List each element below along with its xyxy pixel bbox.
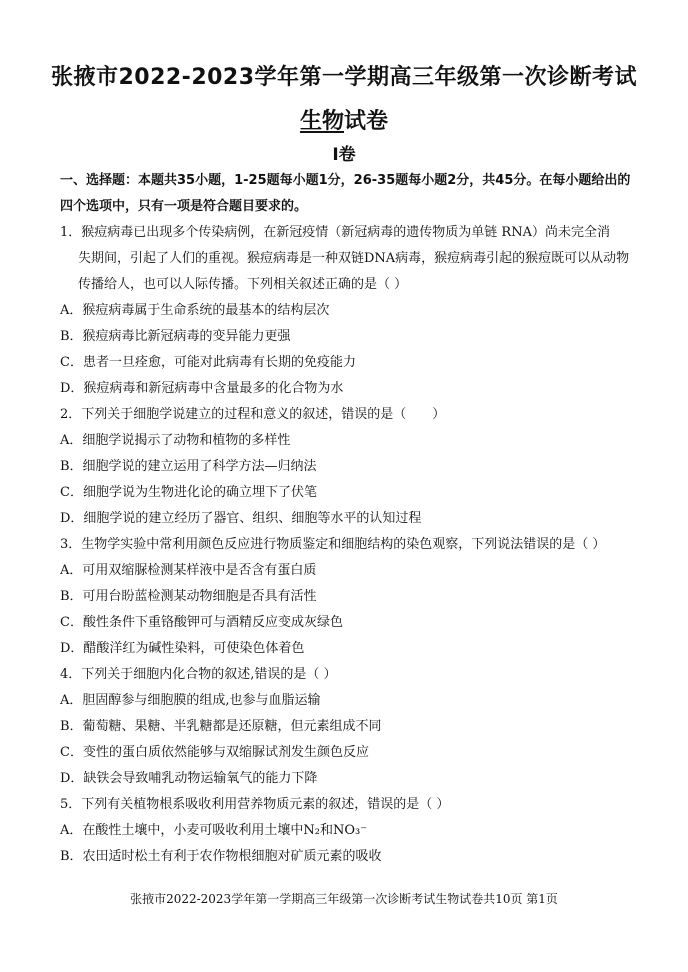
exam-title: 张掖市2022-2023学年第一学期高三年级第一次诊断考试 [50, 65, 638, 90]
question-stem: 4．下列关于细胞内化合物的叙述,错误的是（ ） [60, 667, 337, 682]
option-a: A．细胞学说揭示了动物和植物的多样性 [60, 433, 291, 448]
question-stem: 2．下列关于细胞学说建立的过程和意义的叙述，错误的是（ ） [60, 407, 446, 422]
option-d: D．细胞学说的建立经历了器官、组织、细胞等水平的认知过程 [60, 511, 422, 526]
page-footer: 张掖市2022-2023学年第一学期高三年级第一次诊断考试生物试卷共10页 第1页 [130, 892, 558, 906]
option-b: B．猴痘病毒比新冠病毒的变异能力更强 [60, 329, 291, 344]
option-d: D．猴痘病毒和新冠病毒中含量最多的化合物为水 [60, 381, 344, 396]
option-a: A．在酸性土壤中，小麦可吸收利用土壤中N₂和NO₃⁻ [60, 823, 368, 838]
questions-list [60, 220, 632, 870]
option-b: B．农田适时松土有利于农作物根细胞对矿质元素的吸收 [60, 849, 382, 864]
question-stem [60, 220, 632, 298]
subject-name: 生物 [299, 109, 344, 134]
option-a: A．可用双缩脲检测某样液中是否含有蛋白质 [60, 563, 317, 578]
option-b: B．可用台盼蓝检测某动物细胞是否具有活性 [60, 589, 317, 604]
option-c: C．细胞学说为生物进化论的确立埋下了伏笔 [60, 485, 317, 500]
option-c: C．患者一旦痊愈，可能对此病毒有长期的免疫能力 [60, 355, 356, 370]
option-c: C．酸性条件下重铬酸钾可与酒精反应变成灰绿色 [60, 615, 343, 630]
question-5 [60, 792, 632, 870]
option-c: C．变性的蛋白质依然能够与双缩脲试剂发生颜色反应 [60, 745, 369, 760]
option-b: B．细胞学说的建立运用了科学方法—归纳法 [60, 459, 317, 474]
option-d: D．缺铁会导致哺乳动物运输氧气的能力下降 [60, 771, 318, 786]
question-stem: 5．下列有关植物根系吸收利用营养物质元素的叙述，错误的是（ ） [60, 797, 450, 812]
question-1 [60, 220, 632, 402]
section-instructions: 一、选择题：本题共35小题，1-25题每小题1分，26-35题每小题2分，共45分。在每小题给出的四个选项中，只有一项是符合题目要求的。 [60, 173, 631, 214]
exam-subtitle [0, 104, 688, 135]
option-a: A．猴痘病毒属于生命系统的最基本的结构层次 [60, 303, 330, 318]
question-4 [60, 662, 632, 792]
question-stem-line1: 1．猴痘病毒已出现多个传染病例，在新冠疫情（新冠病毒的遗传物质为单链 RNA）尚未完全消 [60, 225, 610, 240]
subtitle-suffix: 试卷 [344, 109, 389, 134]
option-a: A．胆固醇参与细胞膜的组成,也参与血脂运输 [60, 693, 321, 708]
question-stem: 3．生物学实验中常利用颜色反应进行物质鉴定和细胞结构的染色观察，下列说法错误的是（ ） [60, 537, 606, 552]
option-b: B．葡萄糖、果糖、半乳糖都是还原糖，但元素组成不同 [60, 719, 382, 734]
volume-label: Ⅰ卷 [332, 145, 356, 165]
question-3 [60, 532, 632, 662]
question-stem-continuation: 失期间，引起了人们的重视。猴痘病毒是一种双链DNA病毒，猴痘病毒引起的猴痘既可以从动物传播给人，也可以人际传播。下列相关叙述正确的是（ ） [78, 251, 630, 292]
question-2 [60, 402, 632, 532]
option-d: D．醋酸洋红为碱性染料，可使染色体着色 [60, 641, 305, 656]
